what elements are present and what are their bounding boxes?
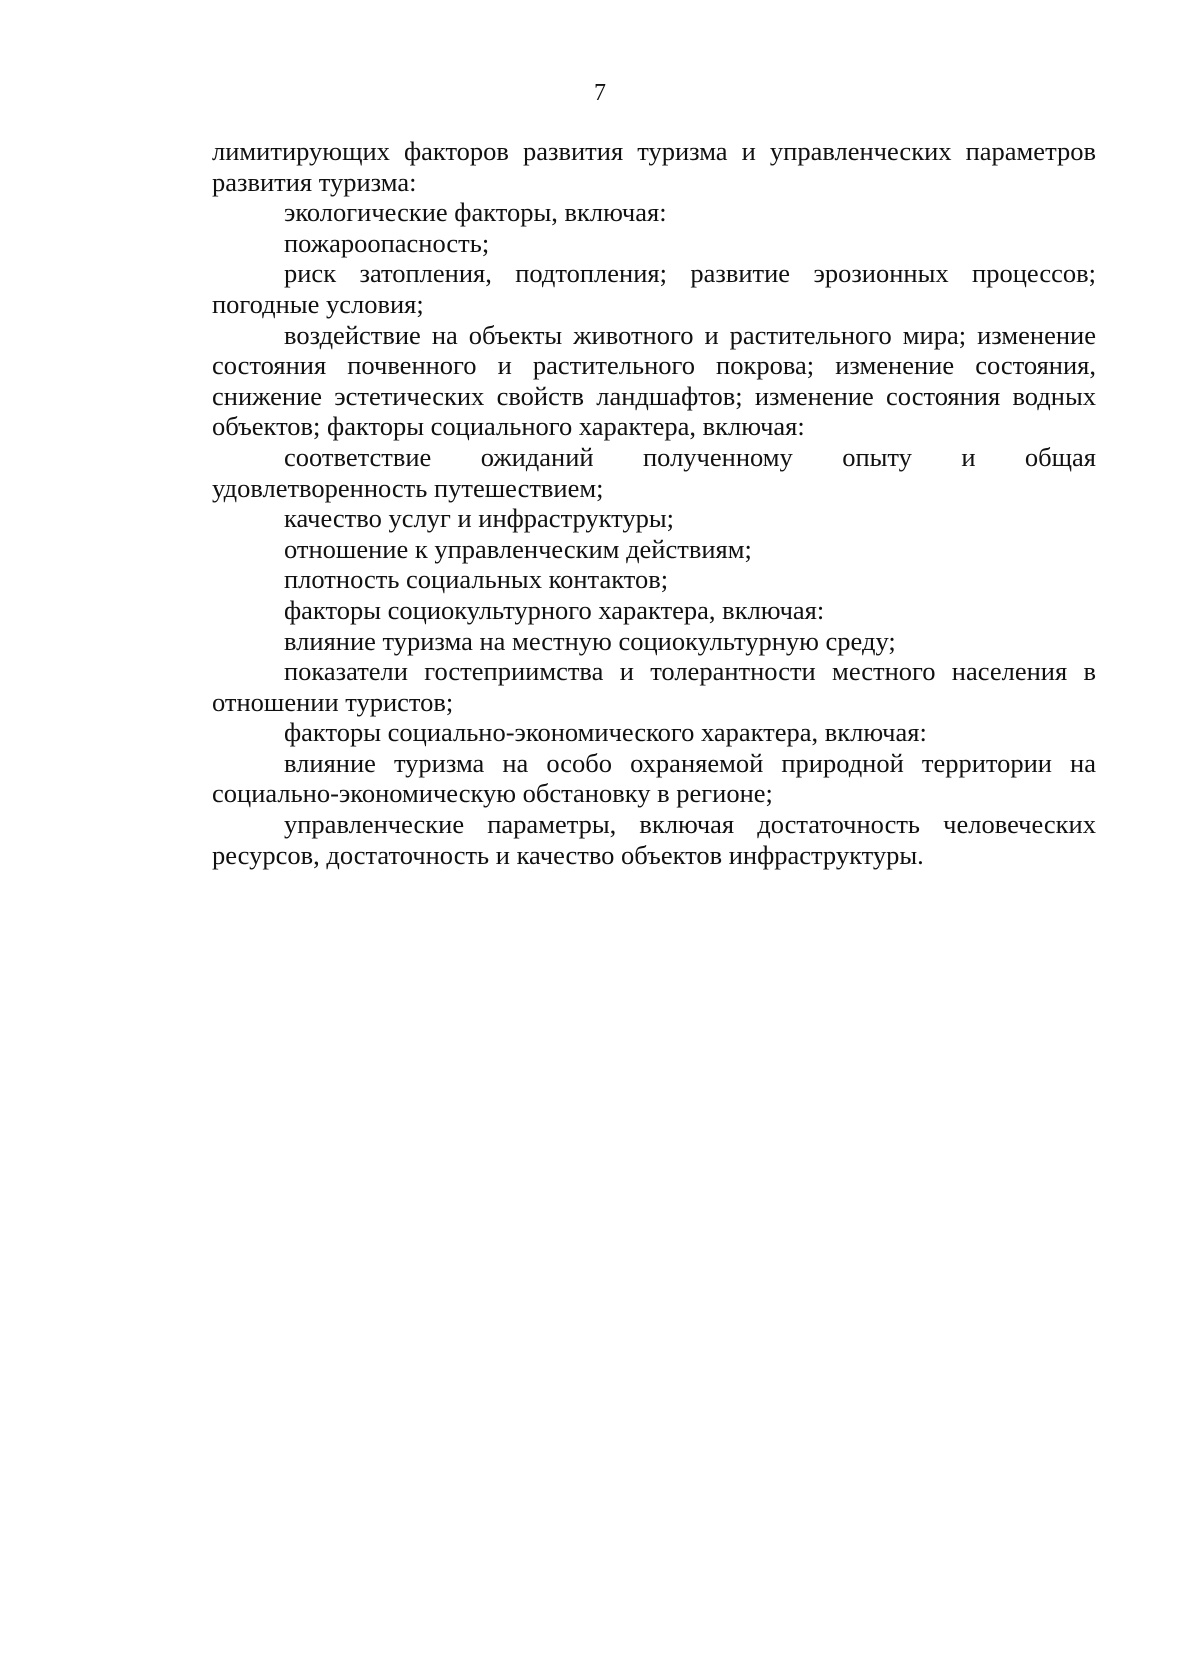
page-number: 7 — [594, 80, 606, 106]
paragraph-sociocultural-factors: факторы социокультурного характера, включая: — [284, 594, 825, 625]
paragraph-socioeconomic-factors: факторы социально-экономического характера, включая: — [284, 717, 927, 748]
paragraph-social-density: плотность социальных контактов; — [284, 564, 669, 595]
paragraph-expectations: соответствие ожиданий полученному опыту и общая удовлетворенность путешествием; — [212, 441, 1096, 503]
paragraph-impact-on-nature: воздействие на объекты животного и растительного мира; изменение состояния почвенного и растительного покрова; изменение состояния, снижение эстетических свойств ландшафтов; изменение состояния водных объектов; факторы социального характера, включая: — [212, 319, 1096, 442]
paragraph-flood-risk: риск затопления, подтопления; развитие эрозионных процессов; погодные условия; — [212, 258, 1096, 319]
body-text — [212, 136, 1096, 870]
paragraph-management-parameters: управленческие параметры, включая достаточность человеческих ресурсов, достаточность и качество объектов инфраструктуры. — [212, 809, 1096, 870]
paragraph-regional-impact: влияние туризма на особо охраняемой природной территории на социально-экономическую обстановку в регионе; — [212, 747, 1096, 809]
paragraph-management-attitude: отношение к управленческим действиям; — [284, 533, 752, 564]
paragraph-hospitality: показатели гостеприимства и толерантности местного населения в отношении туристов; — [212, 656, 1096, 717]
paragraph-ecological-factors: экологические факторы, включая: — [284, 197, 667, 228]
paragraph-local-environment: влияние туризма на местную социокультурную среду; — [284, 625, 896, 656]
paragraph-limiting-factors: лимитирующих факторов развития туризма и управленческих параметров развития туризма: — [212, 136, 1096, 197]
paragraph-service-quality: качество услуг и инфраструктуры; — [284, 503, 675, 534]
paragraph-fire-hazard: пожароопасность; — [284, 227, 490, 258]
